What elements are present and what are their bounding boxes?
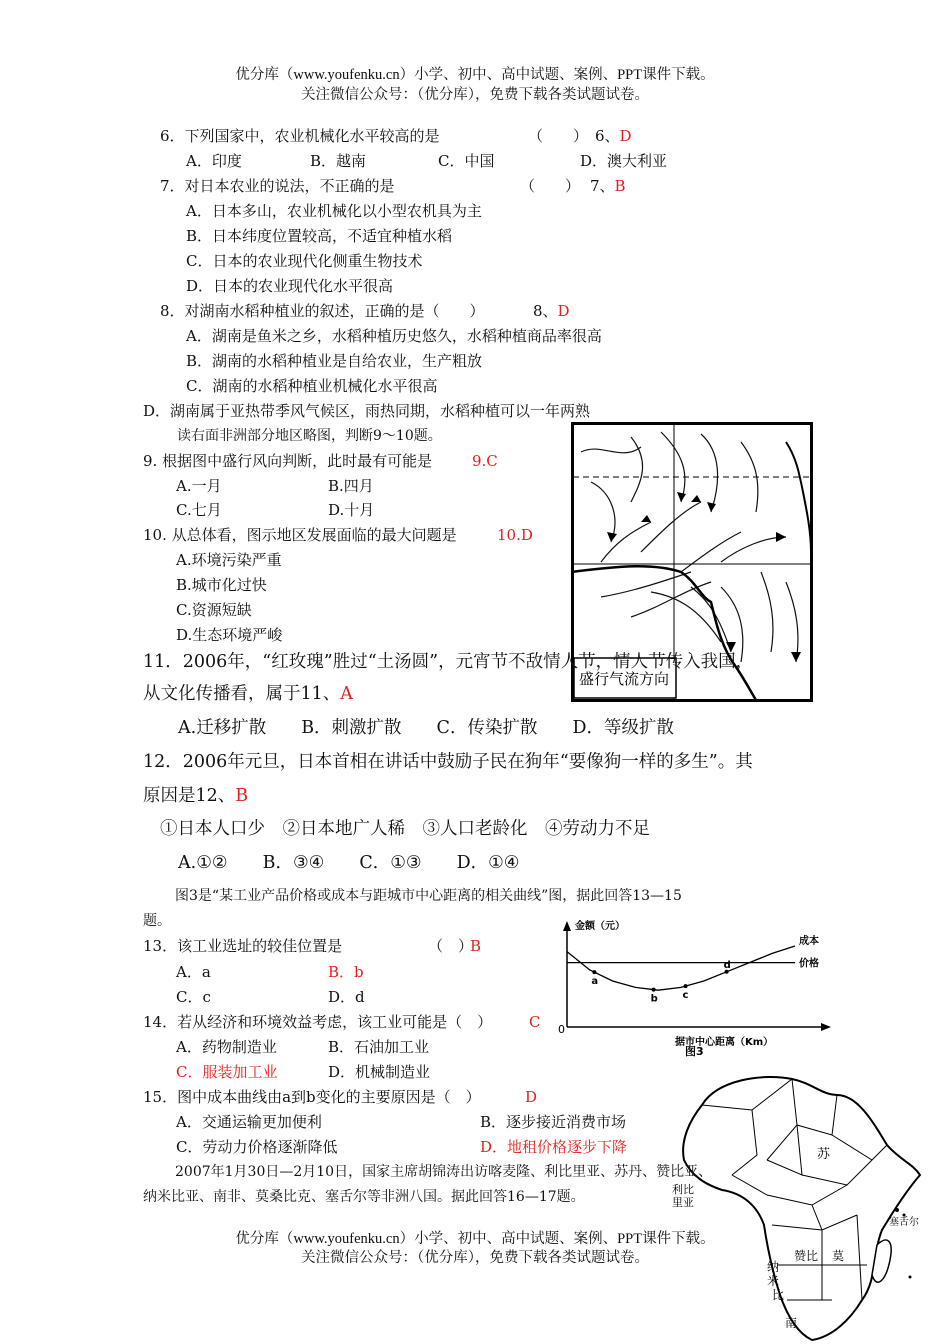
point-b bbox=[652, 988, 656, 992]
footer-line-2: 关注微信公众号：（优分库），免费下载各类试题试卷。 bbox=[301, 1250, 649, 1266]
q9-answer: 9.C bbox=[472, 452, 498, 470]
q6-option-d: D．澳大利亚 bbox=[580, 152, 668, 170]
q14-option-b: B．石油加工业 bbox=[328, 1038, 430, 1056]
intro-16-17-line1: 2007年1月30日—2月10日，国家主席胡锦涛出访喀麦隆、利比里亚、苏丹、赞比亚、 bbox=[175, 1164, 713, 1180]
q9-option-a: A.一月 bbox=[176, 477, 222, 495]
label-namibia-2: 米 bbox=[767, 1274, 780, 1288]
q6-option-a: A．印度 bbox=[186, 152, 242, 170]
q10-option-c: C.资源短缺 bbox=[176, 601, 252, 619]
intro-9-10: 读右面非洲部分地区略图，判断9～10题。 bbox=[177, 428, 442, 444]
q6-paren: （ ） bbox=[528, 127, 589, 145]
point-label-a: a bbox=[591, 976, 599, 988]
map-legend-label: 盛行气流方向 bbox=[579, 670, 670, 688]
q13-stem: 13．该工业选址的较佳位置是 bbox=[143, 937, 343, 955]
q10-option-a: A.环境污染严重 bbox=[176, 551, 282, 569]
q7-stem: 7．对日本农业的说法，不正确的是 bbox=[160, 177, 395, 195]
label-south-africa: 南 bbox=[785, 1316, 798, 1330]
q8-option-c: C．湖南的水稻种植业机械化水平很高 bbox=[186, 377, 438, 395]
label-namibia-3: 比 bbox=[772, 1288, 785, 1302]
q11-stem-1: 11．2006年，“红玫瑰”胜过“土汤圆”，元宵节不敌情人节，情人节传入我国， bbox=[143, 652, 754, 672]
q13-option-a: A．a bbox=[176, 963, 211, 981]
cost-curve bbox=[567, 946, 795, 990]
q14-option-c: C．服装加工业 bbox=[176, 1063, 278, 1081]
q8-answer: 8、D bbox=[533, 302, 570, 320]
q9-stem: 9. 根据图中盛行风向判断，此时最有可能是 bbox=[143, 452, 433, 470]
header-line-1: 优分库（www.youfenku.cn）小学、初中、高中试题、案例、PPT课件下载。 bbox=[235, 67, 715, 83]
q13-option-c: C．c bbox=[176, 988, 211, 1006]
q13-answer: B bbox=[470, 937, 482, 955]
point-label-b: b bbox=[650, 993, 658, 1005]
q10-option-b: B.城市化过快 bbox=[176, 576, 267, 594]
footer-line-1: 优分库（www.youfenku.cn）小学、初中、高中试题、案例、PPT课件下载。 bbox=[235, 1231, 715, 1247]
header-line-2: 关注微信公众号：（优分库），免费下载各类试题试卷。 bbox=[301, 87, 649, 103]
label-liberia-1: 利比 bbox=[672, 1183, 694, 1196]
q7-option-a: A．日本多山，农业机械化以小型农机具为主 bbox=[186, 202, 482, 220]
africa-outline bbox=[683, 1077, 920, 1340]
label-namibia-1: 纳 bbox=[767, 1260, 780, 1274]
cost-price-chart bbox=[555, 915, 840, 1060]
q8-option-d: D．湖南属于亚热带季风气候区，雨热同期，水稻种植可以一年两熟 bbox=[143, 402, 591, 420]
q14-option-d: D．机械制造业 bbox=[328, 1063, 431, 1081]
intro-13-15-line1: 图3是“某工业产品价格或成本与距城市中心距离的相关曲线”图，据此回答13—15 bbox=[175, 888, 682, 904]
label-seychelles: 塞舌尔 bbox=[889, 1217, 919, 1228]
y-axis-label: 金额（元） bbox=[575, 921, 625, 932]
q12-options: A.①② B．③④ C．①③ D．①④ bbox=[178, 853, 520, 873]
q15-option-d: D．地租价格逐步下降 bbox=[480, 1138, 628, 1156]
q7-answer: 7、B bbox=[590, 177, 626, 195]
point-label-d: d bbox=[723, 959, 731, 971]
q6-option-b: B．越南 bbox=[310, 152, 367, 170]
chart-caption: 图3 bbox=[685, 1045, 704, 1058]
y-axis-arrow bbox=[563, 921, 571, 931]
label-sudan: 苏 bbox=[817, 1147, 831, 1162]
q9-option-b: B.四月 bbox=[328, 477, 374, 495]
q6-option-c: C．中国 bbox=[438, 152, 495, 170]
q12-stem-1: 12．2006年元旦，日本首相在讲话中鼓励子民在狗年“要像狗一样的多生”。其 bbox=[143, 752, 753, 772]
q14-option-a: A．药物制造业 bbox=[176, 1038, 277, 1056]
q7-option-d: D．日本的农业现代化水平很高 bbox=[186, 277, 394, 295]
q14-stem: 14．若从经济和环境效益考虑，该工业可能是（ ） bbox=[143, 1013, 493, 1031]
x-axis-label: 据市中心距离（Km） bbox=[675, 1037, 774, 1048]
label-mozambique: 莫 bbox=[832, 1249, 845, 1263]
q9-option-c: C.七月 bbox=[176, 501, 222, 519]
q6-answer: 6、D bbox=[595, 127, 632, 145]
q8-stem: 8．对湖南水稻种植业的叙述，正确的是（ ） bbox=[160, 302, 485, 320]
q12-items: ①日本人口少 ②日本地广人稀 ③人口老龄化 ④劳动力不足 bbox=[160, 819, 650, 839]
q8-option-a: A．湖南是鱼米之乡，水稻种植历史悠久，水稻种植商品率很高 bbox=[186, 327, 602, 345]
q10-stem: 10. 从总体看，图示地区发展面临的最大问题是 bbox=[143, 526, 457, 544]
q13-option-d: D．d bbox=[328, 988, 365, 1006]
q10-option-d: D.生态环境严峻 bbox=[176, 626, 283, 644]
q7-paren: （ ） bbox=[520, 177, 581, 195]
point-c bbox=[684, 984, 688, 988]
q10-answer: 10.D bbox=[497, 526, 533, 544]
label-liberia-2: 里亚 bbox=[672, 1196, 694, 1209]
intro-16-17-line2: 纳米比亚、南非、莫桑比克、塞舌尔等非洲八国。据此回答16—17题。 bbox=[143, 1189, 585, 1205]
point-label-c: c bbox=[682, 990, 689, 1002]
africa-map bbox=[672, 1065, 932, 1343]
q15-option-c: C．劳动力价格逐渐降低 bbox=[176, 1138, 338, 1156]
q8-option-b: B．湖南的水稻种植业是自给农业，生产粗放 bbox=[186, 352, 483, 370]
q15-option-a: A．交通运输更加便利 bbox=[176, 1113, 322, 1131]
cost-label: 成本 bbox=[799, 936, 819, 948]
q13-paren: （ ） bbox=[428, 937, 474, 955]
q11-options: A.迁移扩散 B．刺激扩散 C．传染扩散 D．等级扩散 bbox=[178, 718, 674, 738]
q15-stem: 15．图中成本曲线由a到b变化的主要原因是（ ） bbox=[143, 1088, 481, 1106]
q11-stem-2: 从文化传播看，属于11、A bbox=[143, 684, 353, 704]
price-label: 价格 bbox=[799, 958, 819, 970]
q14-answer: C bbox=[529, 1013, 541, 1031]
q7-option-b: B．日本纬度位置较高，不适宜种植水稻 bbox=[186, 227, 453, 245]
label-zambia: 赞比 bbox=[794, 1249, 819, 1263]
q15-answer: D bbox=[525, 1088, 538, 1106]
intro-13-15-line2: 题。 bbox=[143, 913, 171, 929]
x-axis-arrow bbox=[821, 1023, 831, 1031]
q15-option-b: B．逐步接近消费市场 bbox=[480, 1113, 627, 1131]
point-a bbox=[592, 970, 596, 974]
origin-label: 0 bbox=[558, 1023, 565, 1036]
q7-option-c: C．日本的农业现代化侧重生物技术 bbox=[186, 252, 423, 270]
q13-option-b: B．b bbox=[328, 963, 364, 981]
q6-stem: 6．下列国家中，农业机械化水平较高的是 bbox=[160, 127, 440, 145]
q9-option-d: D.十月 bbox=[328, 501, 375, 519]
q12-stem-2: 原因是12、B bbox=[143, 786, 249, 806]
